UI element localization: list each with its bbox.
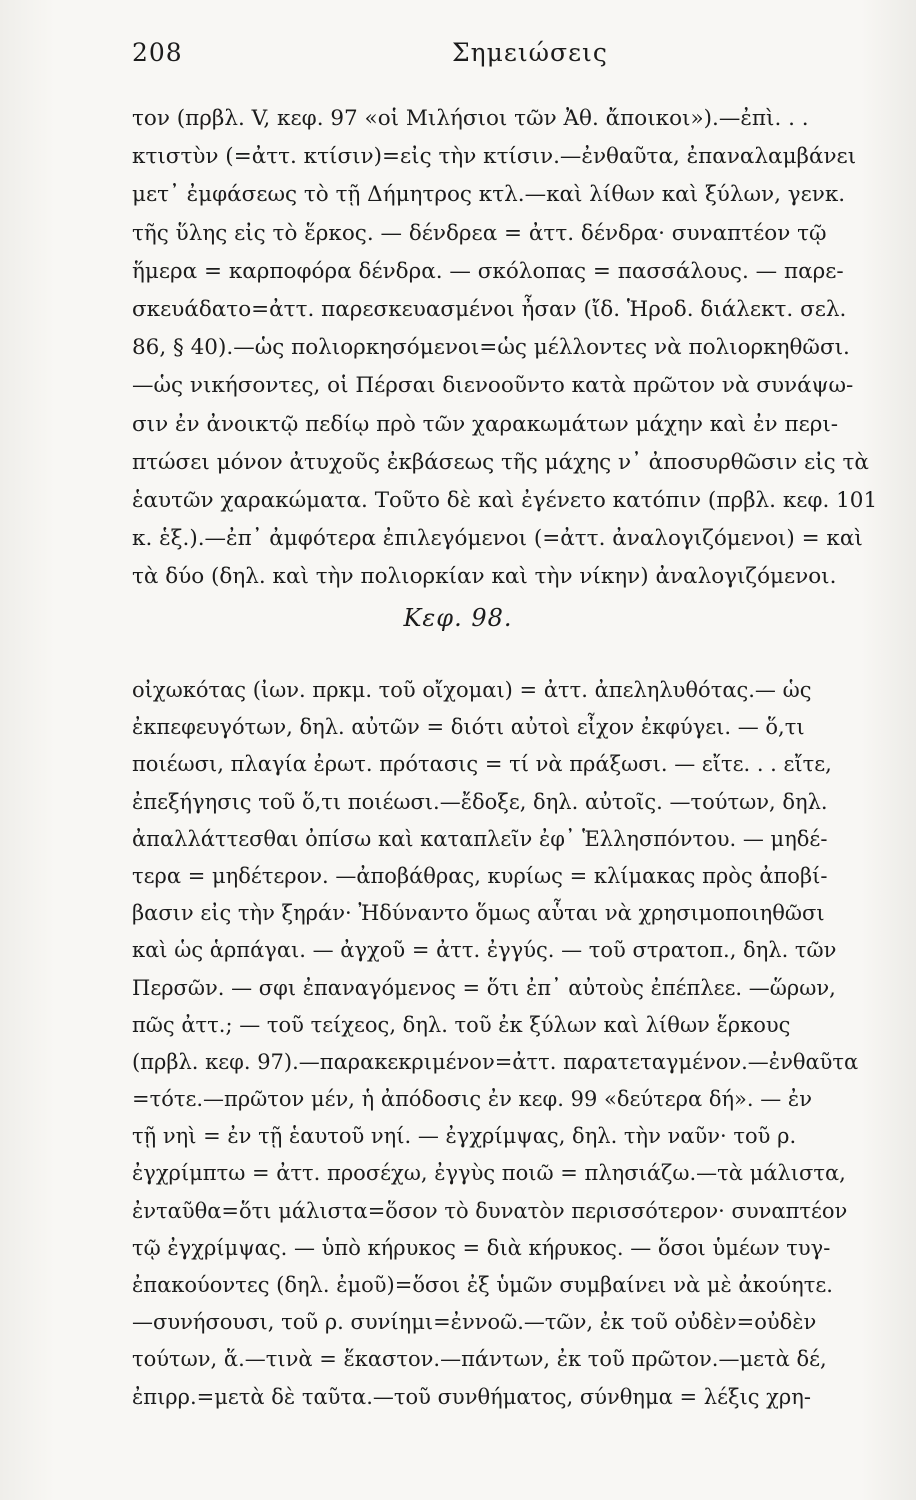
text-line: τῷ ἐγχρίμψας. — ὑπὸ κήρυκος = διὰ κήρυκος. — ὅσοι ὑμέων τυγ- <box>132 1235 831 1260</box>
text-line: ἐπακούοντες (δηλ. ἐμοῦ)=ὅσοι ἐξ ὑμῶν συμβαίνει νὰ μὲ ἀκούητε. <box>132 1273 833 1297</box>
text-line: (πρβλ. κεφ. 97).—παρακεκριμένον=ἀττ. παρατεταγμένον.—ἐνθαῦτα <box>132 1049 859 1074</box>
text-line: πῶς ἀττ.; — τοῦ τείχεος, δηλ. τοῦ ἐκ ξύλων καὶ λίθων ἕρκους <box>132 1012 791 1037</box>
text-line: βασιν εἰς τὴν ξηράν· Ἠδύναντο ὅμως αὗται νὰ χρησιμοποιηθῶσι <box>132 901 825 926</box>
running-head: Σημειώσεις <box>452 38 608 67</box>
text-line: ἑαυτῶν χαρακώματα. Τοῦτο δὲ καὶ ἐγένετο κατόπιν (πρβλ. κεφ. 101 <box>132 487 878 513</box>
page-header <box>132 38 902 78</box>
notes-block-chapter-97 <box>132 100 892 596</box>
chapter-heading: Κεφ. 98. <box>403 604 513 632</box>
text-line: τῇ νηὶ = ἐν τῇ ἑαυτοῦ νηί. — ἐγχρίμψας, δηλ. τὴν ναῦν· τοῦ ρ. <box>132 1124 797 1149</box>
text-line: ἐπεξήγησις τοῦ ὅ,τι ποιέωσι.—ἔδοξε, δηλ. αὐτοῖς. —τούτων, δηλ. <box>132 789 828 814</box>
text-line: τὰ δύο (δηλ. καὶ τὴν πολιορκίαν καὶ τὴν νίκην) ἀναλογιζόμενοι. <box>132 564 837 590</box>
page-number: 208 <box>132 38 183 67</box>
text-line: πτώσει μόνον ἀτυχοῦς ἐκβάσεως τῆς μάχης ν᾽ ἀποσυρθῶσιν εἰς τὰ <box>132 449 869 475</box>
text-line: σιν ἐν ἀνοικτῷ πεδίῳ πρὸ τῶν χαρακωμάτων μάχην καὶ ἐν περι- <box>132 411 839 437</box>
text-line: ἐκπεφευγότων, δηλ. αὐτῶν = διότι αὐτοὶ εἶχον ἐκφύγει. — ὅ,τι <box>132 715 805 740</box>
text-line: κ. ἑξ.).—ἐπ᾽ ἀμφότερα ἐπιλεγόμενοι (=ἀττ. ἀναλογιζόμενοι) = καὶ <box>132 526 863 552</box>
text-line: ἐπιρρ.=μετὰ δὲ ταῦτα.—τοῦ συνθήματος, σύνθημα = λέξις χρη- <box>132 1384 811 1409</box>
text-line: ποιέωσι, πλαγία ἐρωτ. πρότασις = τί νὰ πράξωσι. — εἴτε. . . εἴτε, <box>132 752 832 777</box>
text-line: μετ᾽ ἐμφάσεως τὸ τῇ Δήμητρος κτλ.—καὶ λίθων καὶ ξύλων, γενκ. <box>132 182 846 208</box>
notes-block-chapter-98 <box>132 672 892 1416</box>
text-line: τῆς ὕλης εἰς τὸ ἕρκος. — δένδρεα = ἀττ. δένδρα· συναπτέον τῷ <box>132 220 827 246</box>
text-line: 86, § 40).—ὡς πολιορκησόμενοι=ὡς μέλλοντες νὰ πολιορκηθῶσι. <box>132 335 850 361</box>
text-line: ἀπαλλάττεσθαι ὀπίσω καὶ καταπλεῖν ἐφ᾽ Ἑλλησπόντου. — μηδέ- <box>132 826 828 851</box>
text-line: —συνήσουσι, τοῦ ρ. συνίημι=ἐννοῶ.—τῶν, ἐκ τοῦ οὐδὲν=οὐδὲν <box>132 1310 817 1335</box>
text-line: κτιστὺν (=ἀττ. κτίσιν)=εἰς τὴν κτίσιν.—ἐνθαῦτα, ἐπαναλαμβάνει <box>132 144 857 170</box>
text-line: Περσῶν. — σφι ἐπαναγόμενος = ὅτι ἐπ᾽ αὐτοὺς ἐπέπλεε. —ὥρων, <box>132 975 836 1000</box>
text-line: τον (πρβλ. V, κεφ. 97 «οἱ Μιλήσιοι τῶν Ἀθ. ἄποικοι»).—ἐπὶ. . . <box>132 106 809 131</box>
text-line: ἐνταῦθα=ὅτι μάλιστα=ὅσον τὸ δυνατὸν περισσότερον· συναπτέον <box>132 1198 848 1223</box>
text-line: —ὡς νικήσοντες, οἱ Πέρσαι διενοοῦντο κατὰ πρῶτον νὰ συνάψω- <box>132 373 854 399</box>
text-line: τούτων, ἅ.—τινὰ = ἕκαστον.—πάντων, ἐκ τοῦ πρῶτον.—μετὰ δέ, <box>132 1347 827 1372</box>
text-line: ἥμερα = καρποφόρα δένδρα. — σκόλοπας = πασσάλους. — παρε- <box>132 258 844 284</box>
text-line: ἐγχρίμπτω = ἀττ. προσέχω, ἐγγὺς ποιῶ = πλησιάζω.—τὰ μάλιστα, <box>132 1161 846 1186</box>
text-line: οἰχωκότας (ἰων. πρκμ. τοῦ οἴχομαι) = ἀττ. ἀπεληλυθότας.— ὡς <box>132 678 812 702</box>
text-line: σκευάδατο=ἀττ. παρεσκευασμένοι ἦσαν (ἴδ. Ἡροδ. διάλεκτ. σελ. <box>132 296 847 322</box>
text-line: καὶ ὡς ἁρπάγαι. — ἀγχοῦ = ἀττ. ἐγγύς. — τοῦ στρατοπ., δηλ. τῶν <box>132 938 837 963</box>
text-line: τερα = μηδέτερον. —ἀποβάθρας, κυρίως = κλίμακας πρὸς ἀποβί- <box>132 863 828 888</box>
text-line: =τότε.—πρῶτον μέν, ἡ ἀπόδοσις ἐν κεφ. 99 «δεύτερα δή». — ἐν <box>132 1087 812 1112</box>
